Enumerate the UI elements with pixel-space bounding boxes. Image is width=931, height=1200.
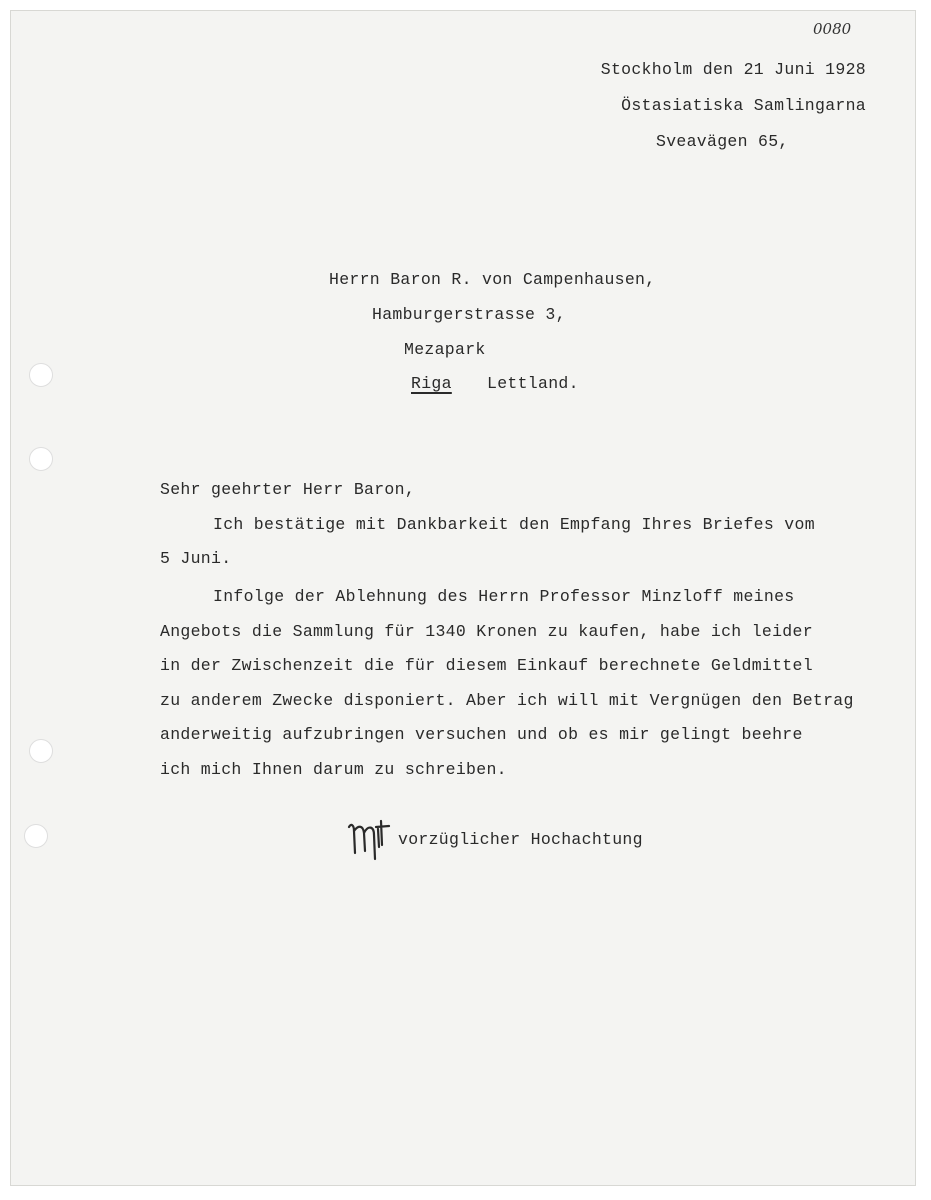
body-line: anderweitig aufzubringen versuchen und ob es mir gelingt beehre: [160, 725, 803, 744]
recipient-city: Riga: [411, 374, 452, 393]
sender-street: Sveavägen 65,: [656, 132, 789, 151]
sender-place-date: Stockholm den 21 Juni 1928: [600, 60, 866, 79]
archive-number: 0080: [813, 20, 852, 38]
punch-hole: [29, 363, 53, 387]
punch-hole: [29, 447, 53, 471]
recipient-street: Hamburgerstrasse 3,: [372, 305, 566, 324]
punch-hole: [29, 739, 53, 763]
body-line: ich mich Ihnen darum zu schreiben.: [160, 760, 507, 779]
body-line: 5 Juni.: [160, 549, 232, 568]
sender-institution: Östasiatiska Samlingarna: [621, 96, 866, 115]
body-line: in der Zwischenzeit die für diesem Einkauf berechnete Geldmittel: [160, 656, 813, 675]
body-line: zu anderem Zwecke disponiert. Aber ich will mit Vergnügen den Betrag: [160, 691, 854, 710]
salutation: Sehr geehrter Herr Baron,: [160, 480, 416, 499]
recipient-country: Lettland.: [487, 374, 579, 393]
closing: vorzüglicher Hochachtung: [398, 830, 643, 849]
recipient-name: Herrn Baron R. von Campenhausen,: [329, 270, 656, 289]
handwritten-mit-mark: [345, 817, 393, 863]
recipient-district: Mezapark: [404, 340, 486, 359]
body-line: Ich bestätige mit Dankbarkeit den Empfang Ihres Briefes vom: [213, 515, 815, 534]
body-line: Infolge der Ablehnung des Herrn Professor Minzloff meines: [213, 587, 795, 606]
body-line: Angebots die Sammlung für 1340 Kronen zu kaufen, habe ich leider: [160, 622, 813, 641]
punch-hole: [24, 824, 48, 848]
